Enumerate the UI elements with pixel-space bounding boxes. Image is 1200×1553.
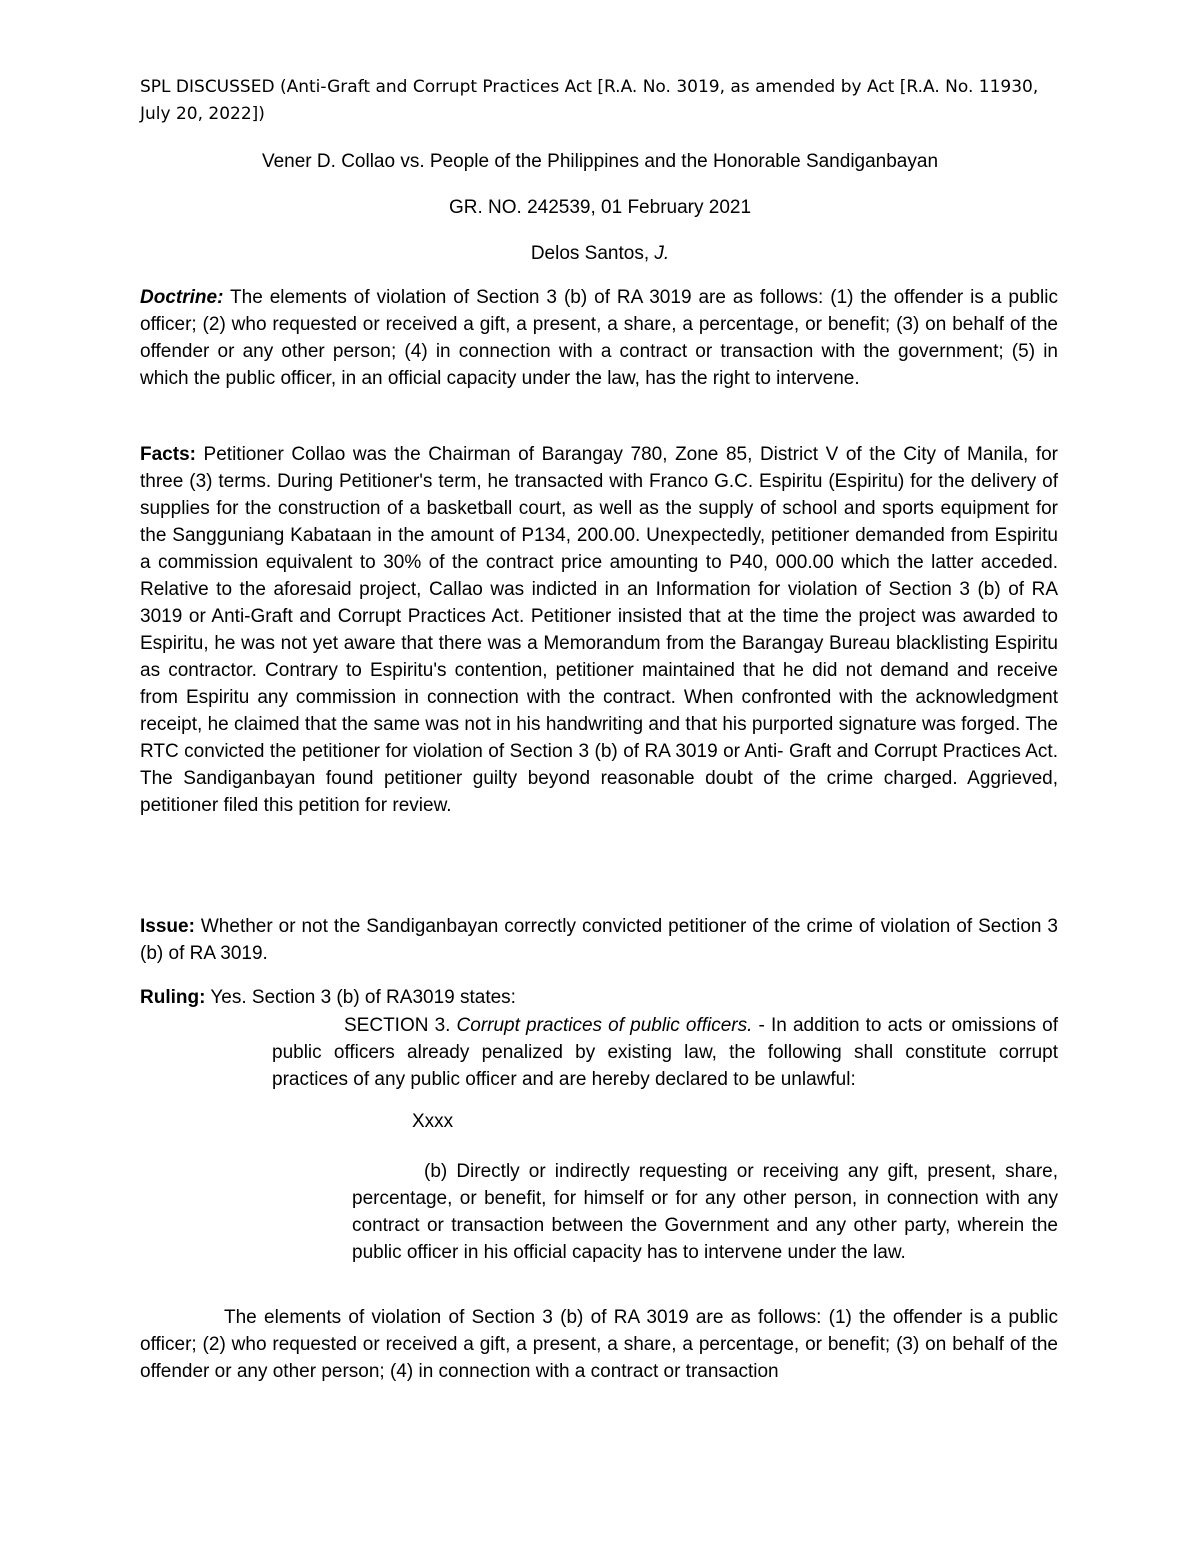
quote-section-text: - In addition to acts or omissions of public officers already penalized by existing law, the following shall constitute corrupt practices of any public officer and are hereby declared to be unlawful: bbox=[272, 1015, 1058, 1090]
ruling-label: Ruling: bbox=[140, 987, 206, 1008]
ruling-section bbox=[140, 984, 1058, 1011]
issue-section bbox=[140, 913, 1058, 967]
doctrine-text: The elements of violation of Section 3 (b) of RA 3019 are as follows: (1) the offender is a public officer; (2) who requested or received a gift, a present, a share, a percentage, or benefit; (3) on behalf of the offender or any other person; (4) in connection with a contract or transaction with the government; (5) in which the public officer, in an official capacity under the law, has the right to intervene. bbox=[140, 287, 1058, 389]
issue-text: Whether or not the Sandiganbayan correctly convicted petitioner of the crime of violation of Section 3 (b) of RA 3019. bbox=[140, 916, 1058, 964]
issue-label: Issue: bbox=[140, 916, 195, 937]
ponente-suffix: J. bbox=[654, 243, 670, 264]
case-title: Vener D. Collao vs. People of the Philippines and the Honorable Sandiganbayan bbox=[261, 151, 939, 172]
quote-paragraph-b: (b) Directly or indirectly requesting or receiving any gift, present, share, percentage, or benefit, for himself or for any other person, in connection with any contract or transaction between the Government and any other party, wherein the public officer in his official capacity has to intervene under the law. bbox=[352, 1161, 1058, 1263]
document-header: SPL DISCUSSED (Anti-Graft and Corrupt Practices Act [R.A. No. 3019, as amended by Act [R.A. No. 11930, July 20, 2022]) bbox=[140, 77, 1039, 124]
case-gr-number: GR. NO. 242539, 01 February 2021 bbox=[448, 197, 752, 218]
facts-label: Facts: bbox=[140, 444, 196, 465]
ponente-name: Delos Santos, bbox=[530, 243, 650, 264]
facts-text: Petitioner Collao was the Chairman of Barangay 780, Zone 85, District V of the City of Manila, for three (3) terms. During Petitioner's term, he transacted with Franco G.C. Espiritu (Espiritu) for the delivery of supplies for the construction of a basketball court, as well as the supply of school and sports equipment for the Sangguniang Kabataan in the amount of P134, 200.00. Unexpectedly, petitioner demanded from Espiritu a commission equivalent to 30% of the contract price amounting to P40, 000.00 which the latter acceded. Relative to the aforesaid project, Callao was indicted in an Information for violation of Section 3 (b) of RA 3019 or Anti-Graft and Corrupt Practices Act. Petitioner insisted that at the time the project was awarded to Espiritu, he was not yet aware that there was a Memorandum from the Barangay Bureau blacklisting Espiritu as contractor. Contrary to Espiritu's contention, petitioner maintained that he did not demand and receive from Espiritu any commission in connection with the contract. When confronted with the acknowledgment receipt, he claimed that the same was not in his handwriting and that his purported signature was forged. The RTC convicted the petitioner for violation of Section 3 (b) of RA 3019 or Anti- Graft and Corrupt Practices Act. The Sandiganbayan found petitioner guilty beyond reasonable doubt of the crime charged. Aggrieved, petitioner filed this petition for review. bbox=[140, 444, 1058, 816]
doctrine-section bbox=[140, 284, 1058, 392]
quote-section-title: Corrupt practices of public officers. bbox=[456, 1015, 753, 1036]
quoted-section-3 bbox=[272, 1012, 1058, 1093]
case-ponente bbox=[140, 240, 1060, 267]
facts-section bbox=[140, 441, 1058, 819]
quote-section-label: SECTION 3. bbox=[344, 1015, 457, 1036]
closing-paragraph: The elements of violation of Section 3 (b) of RA 3019 are as follows: (1) the offender is a public officer; (2) who requested or received a gift, a present, a share, a percentage, or benefit; (3) on behalf of the offender or any other person; (4) in connection with a contract or transaction bbox=[140, 1307, 1058, 1382]
ruling-text: Yes. Section 3 (b) of RA3019 states: bbox=[205, 987, 516, 1008]
doctrine-label: Doctrine: bbox=[140, 287, 224, 308]
quote-ellipsis: Xxxx bbox=[412, 1111, 454, 1132]
